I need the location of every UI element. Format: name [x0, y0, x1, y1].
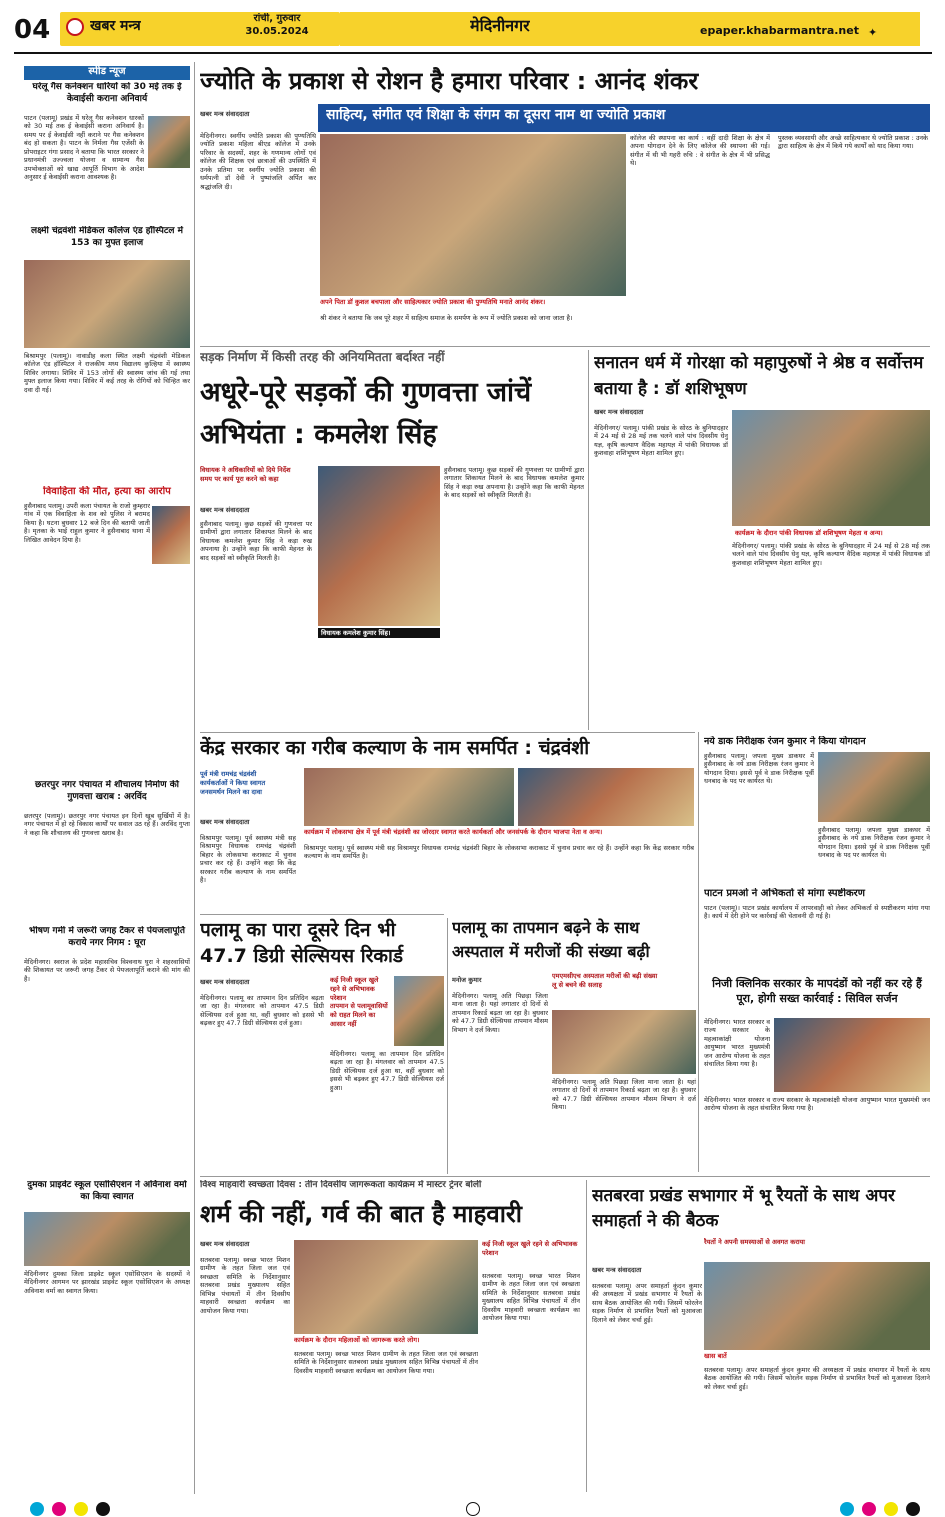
garib-photo-1: [304, 768, 514, 826]
patan-text: पाटन (पलामू)। पाटन प्रखंड कार्यालय में लापरवाही को लेकर अभिकर्ता से स्पष्टीकरण मांगा गया है। कार्य में देरी होने पर कार्रवाई की चेतावनी दी गई है।: [704, 904, 930, 921]
satbarwa-caption: खास बातें: [704, 1352, 727, 1360]
lead-bottom-text: श्री शंकर ने बताया कि जब पूरे शहर में साहित्य समाज के समर्पण के रूप में ज्योति प्रकाश को जाना जाता है।: [320, 314, 573, 322]
story-toilet-title: छतरपुर नगर पंचायत में शौचालय निर्माण की गुणवत्ता खराब : अरविंद: [35, 780, 179, 802]
registration-mark-icon: [862, 1502, 876, 1516]
left-column-divider: [194, 62, 195, 1494]
garib-text-cols: विश्रामपुर पलामू। पूर्व स्वास्थ्य मंत्री सह विश्रामपुर विधायक रामचंद्र चंद्रवंशी बिहार के लोकसभा कराकाट में चुनाव प्रचार कर रहे हैं। उन्होंने कहा कि केंद्र सरकार गरीब कल्याण के नाम समर्पित है।: [304, 844, 694, 861]
garib-bullet-3: जनसमर्थन मिलने का दावा: [200, 787, 262, 796]
road-text-col2: हुसैनाबाद पलामू। कुछ सड़कों की गुणवत्ता पर ग्रामीणों द्वारा लगातार शिकायत मिलने के बाद विधायक कमलेश कुमार सिंह ने कड़ा रुख अपनाया है। उन्होंने कहा कि काफी मेहनत के बाद सड़कों को स्वीकृति मिलती है।: [444, 466, 584, 500]
speed-news-label: स्पीड न्यूज: [24, 66, 190, 80]
sanatan-headline: सनातन धर्म में गोरक्षा को महापुरुषों ने श्रेष्ठ व सर्वोत्तम बताया है : डॉ शशिभूषण: [594, 353, 924, 400]
city-line: रांची, गुरुवार: [253, 13, 301, 24]
story-school-text: मेदिनीनगर दुमका जिला प्राइवेट स्कूल एसोसिएशन के सदस्यों ने मेदिनीनगर आगमन पर झारखंड प्राइवेट स्कूल एसोसिएशन के अध्यक्ष अविनाश वर्मा का स्वागत किया।: [24, 1270, 190, 1295]
mahwari-caption: कार्यक्रम के दौरान महिलाओं को जागरूक करते लोग।: [294, 1336, 420, 1344]
civil-text: मेदिनीनगर। भारत सरकार व राज्य सरकार के महत्वाकांक्षी योजना आयुष्मान भारत मुख्यमंत्री जन आरोग्य योजना के तहत संचालित किया गया है।: [704, 1018, 770, 1069]
epaper-link[interactable]: epaper.khabarmantra.net: [700, 24, 859, 37]
sanatan-byline: खबर मन्त्र संवाददाता: [594, 408, 644, 416]
story-death-text: हुसैनाबाद पलामू। उपरी कला पंचायत के राजो कुम्हरार गांव में एक विवाहिता के शव को पुलिस ने बरामद किया है। घटना बुधवार 12 बजे दिन की बतायी जाती है। मृतका के भाई राहुल कुमार ने हुसैनाबाद थाना में लिखित आवेदन दिया है।: [24, 502, 150, 544]
garib-bullet-2: कार्यकर्ताओं ने किया स्वागत: [200, 778, 266, 787]
road-photo: [318, 466, 440, 626]
registration-mark-icon: [52, 1502, 66, 1516]
satbarwa-text: सतबरवा पलामू। अपर समाहर्ता कुंदन कुमार की अध्यक्षता में प्रखंड सभागार में रैयतों के साथ बैठक आयोजित की गयी। जिसमें फोरलेन सड़क निर्माण से प्रभावित रैयतों को मुआवजा दिलाने को लेकर चर्चा हुई।: [592, 1282, 702, 1324]
logo-icon: [66, 18, 84, 36]
heat-rule: [200, 914, 444, 915]
lead-subhead: साहित्य, संगीत एवं शिक्षा के संगम का दूसरा नाम था ज्योति प्रकाश: [326, 107, 666, 123]
mahwari-kicker: विश्व माहवारी स्वच्छता दिवस : तीन दिवसीय जागरूकता कार्यक्रम में मास्टर ट्रेनर बोलीं: [200, 1180, 482, 1190]
hospital-photo: [552, 1010, 696, 1074]
heat-text-col2: मेदिनीनगर। पलामू का तापमान दिन प्रतिदिन बढ़ता जा रहा है। मंगलवार को तापमान 47.5 डिग्री सेल्सियस दर्ज हुआ था, वहीं बुधवार को इससे भी बढ़कर हुए 47.7 डिग्री सेल्सियस दर्ज हुआ।: [330, 1050, 444, 1092]
story-water-text: मेदिनीनगर। स्वराज के प्रदेश महासचिव विश्वनाथ घुरा ने शहरवासियों की शिकायत पर जरूरी जगह टैंकर से पेयजलापूर्ति कराने की मांग की है।: [24, 958, 190, 983]
cursor-icon: ✦: [868, 26, 878, 39]
heat-headline: पलामू का पारा दूसरे दिन भी 47.7 डिग्री सेल्सियस रिकार्ड: [200, 919, 404, 967]
story-gas-photo: [148, 116, 190, 168]
road-kicker: सड़क निर्माण में किसी तरह की अनियमितता बर्दाश्त नहीं: [200, 350, 445, 364]
road-text: हुसैनाबाद पलामू। कुछ सड़कों की गुणवत्ता पर ग्रामीणों द्वारा लगातार शिकायत मिलने के बाद विधायक कमलेश कुमार सिंह ने कड़ा रुख अपनाया है। उन्होंने कहा कि काफी मेहनत के बाद सड़कों को स्वीकृति मिलती है।: [200, 520, 312, 562]
brand-name: खबर मन्त्र: [90, 18, 141, 34]
story-gas-text: पाटन (पलामू) प्रखंड में घरेलू गैस कनेक्शन धारकों को 30 मई तक ई केवाईसी कराना अनिवार्य है। समय पर ई केवाईसी नहीं कराने पर गैस कनेक्शन बंद हो सकता है। पाटन के निर्मला गैस एजेंसी के प्रोपराइटर गंगा प्रसाद ने बताया कि भारत सरकार ने प्रधानमंत्री उज्ज्वला योजना व सामान्य गैस उपभोक्ताओं को खाद्य आपूर्ति विभाग के आदेश अनुसार ई केवाईसी कराना आवश्यक है।: [24, 114, 144, 182]
story-medical-photo: [24, 260, 190, 348]
heat-divider: [447, 918, 448, 1174]
hospital-bullet-2: लू से बचने की सलाह: [552, 980, 602, 989]
postal-headline: नये डाक निरीक्षक रंजन कुमार ने किया योगदान: [704, 736, 866, 747]
story-school-photo: [24, 1212, 190, 1266]
issue-date: 30.05.2024: [245, 26, 309, 37]
hospital-bullet-1: एमएमसीएच अस्पताल मरीजों की बढ़ी संख्या: [552, 972, 658, 980]
garib-byline: खबर मन्त्र संवाददाता: [200, 818, 250, 826]
road-bullet-2: समय पर कार्य पूरा करने को कहा: [200, 474, 279, 483]
satbarwa-bullets: [704, 1238, 930, 1262]
civil-text-col2: मेदिनीनगर। भारत सरकार व राज्य सरकार के महत्वाकांक्षी योजना आयुष्मान भारत मुख्यमंत्री जन आरोग्य योजना के तहत संचालित किया गया है।: [704, 1096, 930, 1113]
registration-mark-icon: [74, 1502, 88, 1516]
sanatan-photo: [732, 410, 930, 526]
garib-divider: [698, 732, 699, 1172]
story-medical-title: लक्ष्मी चंद्रवंशी मेडिकल कॉलेज एंड हॉस्पिटल में 153 का मुफ्त इलाज: [30, 226, 183, 248]
patan-headline: पाटन प्रमओ ने अभिकर्ता से मांगा स्पष्टीकरण: [704, 888, 865, 899]
satbarwa-headline: सतबरवा प्रखंड सभागार में भू रैयतों के साथ अपर समाहर्ता ने की बैठक: [592, 1186, 895, 1231]
mahwari-byline: खबर मन्त्र संवाददाता: [200, 1240, 250, 1248]
lead-text-col3: पुस्तक व्यवसायी और अच्छे साहित्यकार थे ज्योति प्रकाश : उनके द्वारा साहित्य के क्षेत्र में किये गये कार्यों को याद किया गया।: [778, 134, 928, 151]
registration-mark-icon: [906, 1502, 920, 1516]
civil-photo: [774, 1018, 930, 1092]
story-medical-text: बिश्रामपुर (पलामू)। नावाडीह कला स्थित लक्ष्मी चंद्रवंशी मेडिकल कॉलेज एंड हॉस्पिटल ने राजकीय मध्य विद्यालय कुल्हिया में स्वास्थ्य शिविर लगाया। शिविर में 153 लोगों की स्वास्थ्य जांच की गई तथा मुफ्त इलाज किया गया। शिविर में कई तरह के रोगियों को चिन्हित कर दवा दी गई।: [24, 352, 190, 394]
garib-photo-2: [518, 768, 694, 826]
registration-mark-icon: [884, 1502, 898, 1516]
hospital-text: मेदिनीनगर। पलामू अति पिछड़ा जिला माना जाता है। यहां लगातार दो दिनों से तापमान रिकार्ड बढ़ता जा रहा है। बुधवार को 47.7 डिग्री सेल्सियस तापमान मौसम विभाग ने दर्ज किया।: [452, 992, 548, 1034]
road-divider: [588, 350, 589, 730]
garib-text: विश्रामपुर पलामू। पूर्व स्वास्थ्य मंत्री सह विश्रामपुर विधायक रामचंद्र चंद्रवंशी बिहार के लोकसभा कराकाट में चुनाव प्रचार कर रहे हैं। उन्होंने कहा कि केंद्र सरकार गरीब कल्याण के नाम समर्पित है।: [200, 834, 296, 885]
garib-bullet-1: पूर्व मंत्री रामचंद्र चंद्रवंशी: [200, 770, 257, 778]
postal-text: हुसैनाबाद पलामू। जपला मुख्य डाकघर में हुसैनाबाद के नये डाक निरीक्षक रंजन कुमार ने योगदान दिया। इससे पूर्व वे डाक निरीक्षक पूर्वी धनबाद के पद पर कार्यरत थे।: [704, 752, 814, 786]
road-byline: खबर मन्त्र संवाददाता: [200, 506, 250, 514]
mahwari-text-col3: सतबरवा पलामू। स्वच्छ भारत मिशन ग्रामीण के तहत जिला जल एवं स्वच्छता समिति के निर्देशानुसार सतबरवा प्रखंड मुख्यालय सहित विभिन्न पंचायतों में तीन दिवसीय माहवारी स्वच्छता कार्यक्रम का आयोजन किया गया।: [482, 1272, 580, 1323]
registration-mark-icon: [840, 1502, 854, 1516]
registration-mark-icon: [30, 1502, 44, 1516]
registration-mark-icon: [96, 1502, 110, 1516]
sanatan-text-col2: मेदिनीनगर/ पलामू। पांकी प्रखंड के सोरठ के बुनियादहार में 24 मई से 28 मई तक चलने वाले पांच दिवसीय धेनु यज्ञ, कृषि कल्याण वैदिक महायज्ञ में पांकी विधायक डॉ कुशवाहा शशिभूषण मेहता शामिल हुए।: [732, 542, 930, 567]
mahwari-photo: [294, 1240, 478, 1334]
hospital-headline: पलामू का तापमान बढ़ने के साथ अस्पताल में मरीजों की संख्या बढ़ी: [452, 918, 650, 961]
heat-photo: [394, 976, 444, 1046]
mahwari-divider: [586, 1180, 587, 1492]
road-bullets: [200, 466, 310, 496]
heat-bullets: [330, 976, 390, 1036]
story-gas-title: घरेलू गैस कनेक्शन धारियों को 30 मई तक ई केवाईसी कराना अनिवार्य: [32, 82, 182, 104]
garib-rule: [200, 732, 695, 733]
story-water-title: भीषण गर्मी में जरूरी जगह टैंकर से पेयजलापूर्ति कराये नगर निगम : घूरा: [29, 926, 185, 948]
page-number: 04: [14, 15, 51, 45]
hospital-bullets: [552, 972, 696, 1008]
mahwari-text: सतबरवा पलामू। स्वच्छ भारत मिशन ग्रामीण के तहत जिला जल एवं स्वच्छता समिति के निर्देशानुसार सतबरवा प्रखंड मुख्यालय सहित विभिन्न पंचायतों में तीन दिवसीय माहवारी स्वच्छता कार्यक्रम का आयोजन किया गया।: [200, 1256, 290, 1315]
road-caption: विधायक कमलेश कुमार सिंह।: [318, 628, 440, 638]
mahwari-bullets: [482, 1240, 580, 1270]
lead-byline: खबर मन्त्र संवाददाता: [200, 110, 250, 118]
road-bullet-1: विधायक ने अधिकारियों को दिये निर्देश: [200, 466, 291, 474]
road-headline: अधूरे-पूरे सड़कों की गुणवत्ता जांचें अभियंता : कमलेश सिंह: [200, 377, 532, 450]
satbarwa-text-col2: सतबरवा पलामू। अपर समाहर्ता कुंदन कुमार की अध्यक्षता में प्रखंड सभागार में रैयतों के साथ बैठक आयोजित की गयी। जिसमें फोरलेन सड़क निर्माण से प्रभावित रैयतों को मुआवजा दिलाने को लेकर चर्चा हुई।: [704, 1366, 930, 1391]
garib-caption: कार्यक्रम में लोकसभा क्षेत्र में पूर्व मंत्री चंद्रवंशी का जोरदार स्वागत करते कार्यकर्ता और जनसंपर्क के दौरान भाजपा नेता व अन्य।: [304, 828, 603, 836]
lead-photo-caption: अपने पिता डॉ कुशल बचपाला और साहित्यकार ज्योति प्रकाश की पुण्यतिथि मनाते आनंद शंकर।: [320, 298, 546, 306]
satbarwa-photo: [704, 1262, 930, 1350]
registration-mark-icon: [466, 1502, 480, 1516]
lead-rule: [200, 346, 930, 347]
lead-headline: ज्योति के प्रकाश से रोशन है हमारा परिवार : आनंद शंकर: [200, 67, 699, 95]
postal-text-col2: हुसैनाबाद पलामू। जपला मुख्य डाकघर में हुसैनाबाद के नये डाक निरीक्षक रंजन कुमार ने योगदान दिया। इससे पूर्व वे डाक निरीक्षक पूर्वी धनबाद के पद पर कार्यरत थे।: [818, 826, 930, 860]
story-school-title: दुमका प्राइवेट स्कूल एसोसिएशन ने अविनाश वर्मा का किया स्वागत: [27, 1180, 187, 1202]
mahwari-bullet-1: कई निजी स्कूल खुले रहने से अभिभावक परेशान: [482, 1240, 578, 1257]
heat-text: मेदिनीनगर। पलामू का तापमान दिन प्रतिदिन बढ़ता जा रहा है। मंगलवार को तापमान 47.5 डिग्री सेल्सियस दर्ज हुआ था, वहीं बुधवार को इससे भी बढ़कर हुए 47.7 डिग्री सेल्सियस दर्ज हुआ।: [200, 994, 324, 1028]
garib-bullets: [200, 770, 296, 814]
lead-photo: [320, 134, 626, 296]
mahwari-text-col2: सतबरवा पलामू। स्वच्छ भारत मिशन ग्रामीण के तहत जिला जल एवं स्वच्छता समिति के निर्देशानुसार सतबरवा प्रखंड मुख्यालय सहित विभिन्न पंचायतों में तीन दिवसीय माहवारी स्वच्छता कार्यक्रम का आयोजन किया गया।: [294, 1350, 478, 1375]
hospital-byline: मनोज कुमार: [452, 976, 482, 984]
sanatan-text: मेदिनीनगर/ पलामू। पांकी प्रखंड के सोरठ के बुनियादहार में 24 मई से 28 मई तक चलने वाले पांच दिवसीय धेनु यज्ञ, कृषि कल्याण वैदिक महायज्ञ में पांकी विधायक डॉ कुशवाहा शशिभूषण मेहता शामिल हुए।: [594, 424, 728, 458]
edition-name: मेदिनीनगर: [470, 16, 530, 35]
story-death-title: विवाहिता की मौत, हत्या का आरोप: [43, 486, 171, 497]
story-death-photo: [152, 506, 190, 564]
bottom-rule: [200, 1176, 930, 1177]
sanatan-caption: कार्यक्रम के दौरान पांकी विधायक डॉ शशिभूषण मेहता व अन्य।: [732, 528, 930, 538]
heat-bullet-1: कई निजी स्कूल खुले रहने से अभिभावक परेशान: [330, 976, 379, 1002]
mahwari-headline: शर्म की नहीं, गर्व की बात है माहवारी: [200, 1200, 522, 1228]
garib-headline: केंद्र सरकार का गरीब कल्याण के नाम समर्पित : चंद्रवंशी: [200, 737, 590, 759]
lead-text-col1: मेदिनीनगर। स्वर्गीय ज्योति प्रकाश की पुण्यतिथि ज्योति प्रकाश महिला बीएड कॉलेज में उनके परिवार के सदस्यों, शहर के गणमान्य लोगों एवं कॉलेज की शिक्षक एवं छात्राओं की उपस्थिति में उनके प्रतिमा पर स्वर्गीय ज्योति प्रकाश की धर्मपत्नी डॉ देवी ने पुष्पांजलि अर्पित कर श्रद्धांजलि दी।: [200, 132, 316, 191]
postal-photo: [818, 752, 930, 822]
lead-text-col2: कॉलेज की स्थापना का कार्य : वहीं दादी शिक्षा के क्षेत्र में अपना योगदान देने के लिए कॉलेज की स्थापना की गई। संगीत में थी भी गहरी रुचि : वे संगीत के क्षेत्र में भी प्रसिद्ध थे।: [630, 134, 770, 168]
satbarwa-bullet-1: रैयतों ने अपनी समस्याओं से अवगत कराया: [704, 1238, 805, 1246]
civil-headline: निजी क्लिनिक सरकार के मापदंडों को नहीं कर रहे हैं पूरा, होगी सख्त कार्रवाई : सिविल सर्जन: [712, 977, 922, 1006]
heat-bullet-2: तापमान से पलामूवासियों को राहत मिलने का आसार नहीं: [330, 1002, 388, 1028]
hospital-text-col2: मेदिनीनगर। पलामू अति पिछड़ा जिला माना जाता है। यहां लगातार दो दिनों से तापमान रिकार्ड बढ़ता जा रहा है। बुधवार को 47.7 डिग्री सेल्सियस तापमान मौसम विभाग ने दर्ज किया।: [552, 1078, 696, 1112]
story-toilet-text: छतरपुर (पलामू)। छतरपुर नगर पंचायत इन दिनों खूब सुर्खियों में है। नगर पंचायत में हो रहे विकास कार्यों पर सवाल उठ रहे हैं। अरविंद गुप्ता ने कहा कि शौचालय की गुणवत्ता खराब है।: [24, 812, 190, 837]
header-rule: [14, 52, 932, 54]
satbarwa-byline: खबर मन्त्र संवाददाता: [592, 1266, 642, 1274]
heat-byline: खबर मन्त्र संवाददाता: [200, 978, 250, 986]
